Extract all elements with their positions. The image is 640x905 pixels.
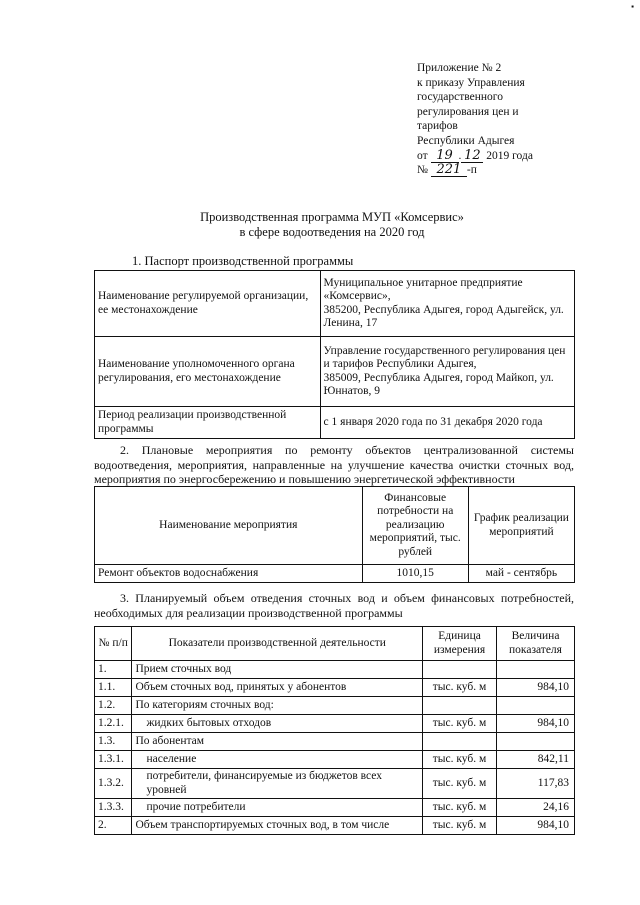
row-number: 1.3. [95, 733, 132, 751]
row-value: 842,11 [497, 751, 575, 769]
row-unit: тыс. куб. м [423, 751, 497, 769]
passport-value-line: Управление государственного регулирования цен и тарифов Республики Адыгея, [323, 344, 566, 370]
measure-finance: 1010,15 [362, 565, 468, 583]
table-row [95, 769, 575, 799]
passport-label: Наименование регулируемой организации, ее местонахождение [95, 271, 321, 337]
corner-dot: ▪ [631, 2, 634, 11]
measure-name: Ремонт объектов водоснабжения [95, 565, 363, 583]
passport-label: Наименование уполномоченного органа регулирования, его местонахождение [95, 337, 321, 407]
date-month-handwritten: 12 [461, 149, 483, 163]
passport-value [320, 271, 574, 337]
passport-value-line: 385009, Республика Адыгея, город Майкоп, ул. Юннатов, 9 [323, 371, 554, 397]
table-header-row [95, 487, 575, 565]
row-number: 1.1. [95, 679, 132, 697]
row-unit [423, 661, 497, 679]
indicators-body [95, 661, 575, 835]
passport-value-line: с 1 января 2020 года по 31 декабря 2020 года [323, 415, 543, 428]
row-value: 984,10 [497, 715, 575, 733]
row-indicator: жидких бытовых отходов [132, 715, 423, 733]
date-suffix: 2019 года [486, 149, 533, 162]
number-suffix: -п [466, 164, 477, 177]
row-number: 1.2.1. [95, 715, 132, 733]
table-row [95, 733, 575, 751]
row-indicator: Объем транспортируемых сточных вод, в том числе [132, 817, 423, 835]
col-header-value: Величина показателя [497, 627, 575, 661]
row-indicator: Объем сточных вод, принятых у абонентов [132, 679, 423, 697]
row-unit: тыс. куб. м [423, 715, 497, 733]
row-value: 24,16 [497, 799, 575, 817]
row-unit: тыс. куб. м [423, 679, 497, 697]
row-unit [423, 697, 497, 715]
row-indicator: прочие потребители [132, 799, 423, 817]
col-header-schedule: График реализации мероприятий [468, 487, 574, 565]
passport-value [320, 337, 574, 407]
table-row [95, 679, 575, 697]
appendix-line: Приложение № 2 [417, 62, 502, 74]
col-header-finance: Финансовые потребности на реализацию мероприятий, тыс. рублей [362, 487, 468, 565]
appendix-line: регулирования цен и [417, 105, 519, 118]
row-number: 1.3.1. [95, 751, 132, 769]
appendix-line: тарифов [417, 120, 458, 133]
row-indicator: По абонентам [132, 733, 423, 751]
row-indicator: потребители, финансируемые из бюджетов всех уровней [132, 769, 423, 799]
col-header-name: Наименование мероприятия [95, 487, 363, 565]
table-row [95, 337, 575, 407]
row-indicator: население [132, 751, 423, 769]
appendix-date-line: от 19 . 12 2019 года [417, 147, 533, 163]
date-day-handwritten: 19 [431, 149, 459, 163]
row-unit: тыс. куб. м [423, 769, 497, 799]
table-row [95, 751, 575, 769]
appendix-line: государственного [417, 91, 503, 104]
section2-paragraph: 2. Плановые мероприятия по ремонту объектов централизованной системы водоотведения, мероприятия, направленные на улучшение качества очистки сточных вод, мероприятия по энергосбережению и повышению энергетической эффективности [94, 443, 574, 486]
passport-table [94, 270, 575, 439]
table-row [95, 817, 575, 835]
row-number: 2. [95, 817, 132, 835]
appendix-line: Республики Адыгея [417, 134, 515, 147]
appendix-number-line [417, 163, 617, 178]
row-unit: тыс. куб. м [423, 817, 497, 835]
number-handwritten: 221 [431, 163, 467, 177]
col-header-num: № п/п [95, 627, 132, 661]
row-value: 984,10 [497, 817, 575, 835]
row-value [497, 733, 575, 751]
table-row [95, 565, 575, 583]
row-value: 117,83 [497, 769, 575, 799]
col-header-unit: Единица измерения [423, 627, 497, 661]
row-indicator: По категориям сточных вод: [132, 697, 423, 715]
table-row [95, 271, 575, 337]
indicators-table [94, 626, 575, 835]
table-row [95, 697, 575, 715]
table-row [95, 661, 575, 679]
table-header-row [95, 627, 575, 661]
passport-value [320, 407, 574, 439]
row-number: 1.2. [95, 697, 132, 715]
date-prefix: от [417, 149, 428, 162]
row-number: 1.3.2. [95, 769, 132, 799]
section1-heading: 1. Паспорт производственной программы [132, 254, 354, 268]
title-line-2: в сфере водоотведения на 2020 год [239, 225, 425, 239]
row-value [497, 661, 575, 679]
number-prefix: № [417, 164, 428, 177]
document-title [92, 210, 572, 240]
row-unit [423, 733, 497, 751]
title-line-1: Производственная программа МУП «Комсервис» [200, 210, 464, 224]
row-indicator: Прием сточных вод [132, 661, 423, 679]
table-row [95, 407, 575, 439]
measures-table [94, 486, 575, 583]
table-row [95, 715, 575, 733]
measure-schedule: май - сентябрь [468, 565, 574, 583]
table-row [95, 799, 575, 817]
passport-label: Период реализации производственной программы [95, 407, 321, 439]
row-number: 1. [95, 661, 132, 679]
passport-value-line: Муниципальное унитарное предприятие «Комсервис», [323, 276, 523, 302]
row-value [497, 697, 575, 715]
row-number: 1.3.3. [95, 799, 132, 817]
section3-paragraph: 3. Планируемый объем отведения сточных вод и объем финансовых потребностей, необходимых для реализации производственной программы [94, 591, 574, 620]
passport-value-line: 385200, Республика Адыгея, город Адыгейск, ул. Ленина, 17 [323, 303, 564, 329]
appendix-line: к приказу Управления [417, 76, 525, 89]
col-header-indicator: Показатели производственной деятельности [132, 627, 423, 661]
row-unit: тыс. куб. м [423, 799, 497, 817]
row-value: 984,10 [497, 679, 575, 697]
appendix-block [417, 61, 617, 178]
